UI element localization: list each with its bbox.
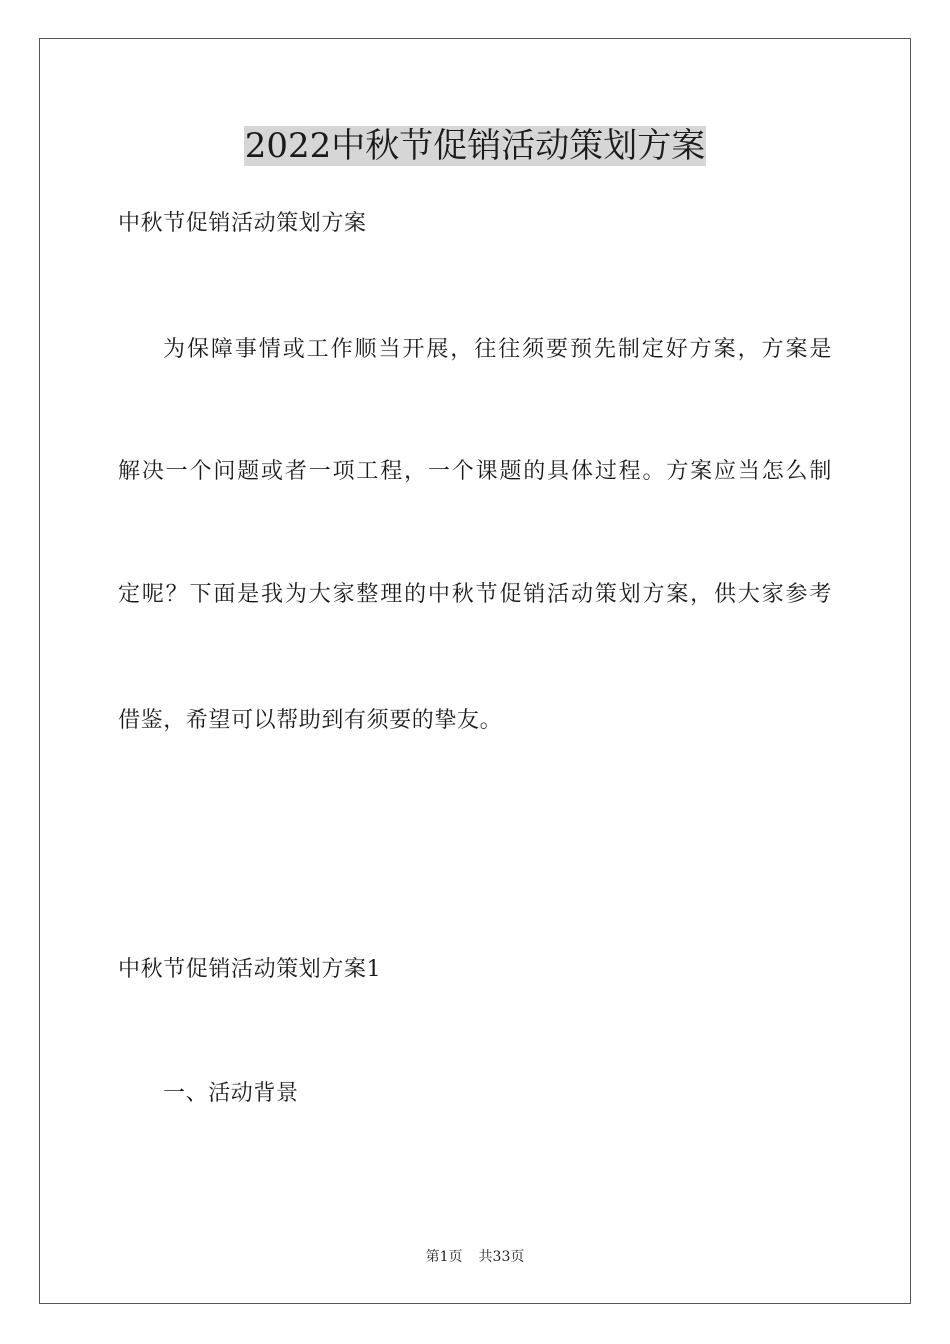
intro-paragraph-line-3: 定呢？下面是我为大家整理的中秋节促销活动策划方案，供大家参考 (118, 582, 832, 607)
intro-paragraph-line-4: 借鉴，希望可以帮助到有须要的挚友。 (118, 708, 503, 733)
subsection-heading: 一、活动背景 (163, 1081, 299, 1106)
intro-paragraph-line-1: 为保障事情或工作顺当开展，往往须要预先制定好方案，方案是 (163, 337, 832, 362)
page-number: 第1页 (425, 1249, 463, 1265)
page-footer (0, 1247, 950, 1267)
document-title-text: 2022中秋节促销活动策划方案 (244, 126, 706, 166)
page-total: 共33页 (478, 1249, 525, 1265)
document-title (0, 124, 950, 168)
subtitle-line: 中秋节促销活动策划方案 (118, 211, 367, 236)
section-heading: 中秋节促销活动策划方案1 (118, 957, 382, 982)
intro-paragraph-line-2: 解决一个问题或者一项工程，一个课题的具体过程。方案应当怎么制 (118, 459, 832, 484)
